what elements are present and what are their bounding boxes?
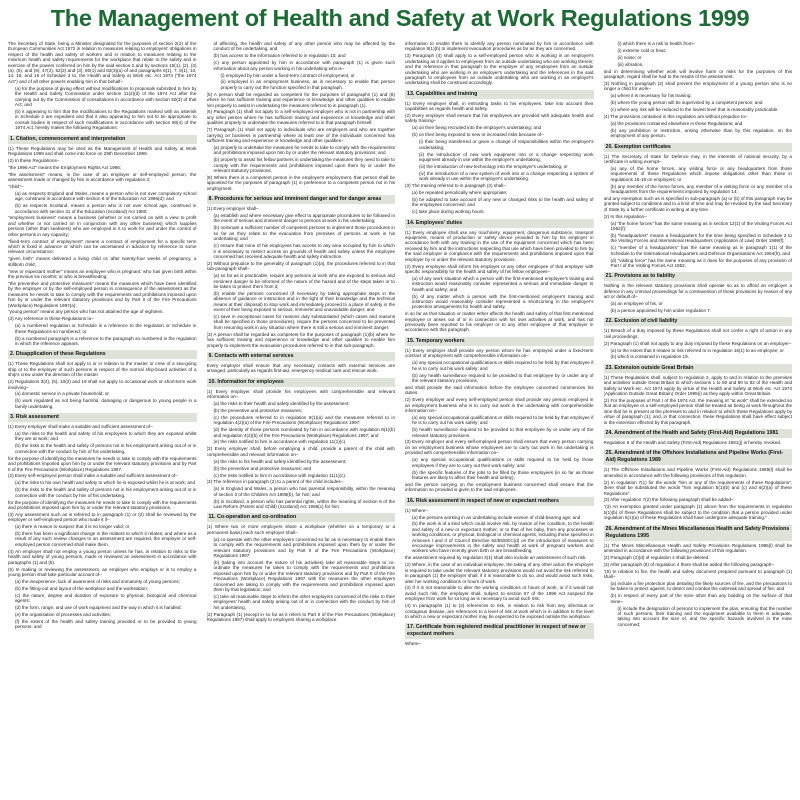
regulation-paragraph: (b) any prohibition or restriction, arising otherwise than by this regulation, on the employment of any person.: [610, 127, 792, 139]
regulation-paragraph: (a) to the extent that it relates to risk referred to in regulation 16(1) to an employee; or: [610, 347, 784, 353]
regulation-paragraph: (3) The reference in paragraph (2) to a parent of the child includes–: [206, 479, 344, 485]
regulation-paragraph: (a) for the purpose of giving effect without modifications to proposals submitted to him by the Health and Safety Commission under section 11(2)(d) of the 1974 Act after the carrying out by the Commission of consultations in accordance with section 50(3) of that Act; and: [15, 85, 197, 107]
regulation-paragraph: (8) Where there is a competent person in the employer's employment, that person shall be appointed for the purposes of paragraph (1) in preference to a competent person not in his employment.: [206, 174, 395, 191]
regulation-paragraph: Every employer shall ensure that any necessary contacts with external services are arranged, particularly as regards first-aid, emergency medical care and rescue work.: [206, 362, 395, 374]
regulation-paragraph: (b) has access to the information referred to in regulation 10; and: [213, 53, 346, 59]
regulation-paragraph: Nothing in the relevant statutory provisions shall operate so as to afford an employer a defence in any criminal proceedings for a contravention of those provisions by reason of any act or default of–: [603, 283, 792, 300]
regulation-paragraph: "fixed-term contract of employment" means a contract of employment for a specific term which is fixed in advance or which can be ascertained in advance by reference to some relevant circumstance;: [8, 238, 197, 255]
regulation-paragraph: Where–: [405, 641, 422, 647]
regulation-paragraph: (i) their being transferred or given a change of responsibilities within the employer's undertaking,: [419, 139, 594, 150]
regulation-section: [405, 337, 594, 493]
regulation-section: [405, 90, 594, 215]
regulation-paragraph: (3) The training referred to in paragraph (2) shall–: [405, 183, 506, 189]
regulation-paragraph: (a) the risks to his own health and safety to which he is exposed whilst he is at work; and: [15, 480, 196, 486]
regulation-section: [405, 623, 594, 646]
regulation-paragraph: (b) the specific features of the jobs to be filled by those employees (in so far as those features are likely to affect their health and safety),: [412, 469, 594, 480]
regulation-section: [604, 429, 793, 445]
regulation-paragraph: (3) Any assessment such as is referred to in paragraph (1) or (2) shall be reviewed by the employer or self-employed person who made it if–: [8, 511, 197, 523]
regulation-paragraph: (b) health surveillance required to be provided to that employee by or under any of the relevant statutory provisions.: [412, 427, 594, 438]
regulation-paragraph: (b) as respects Scotland, means a person who is not over school age, construed in accordance with section 31 of the Education (Scotland) Act 1980;: [15, 203, 197, 214]
regulation-section: [207, 513, 396, 622]
regulation-section: [207, 352, 396, 374]
regulation-paragraph: (b) the preventive and protective measures; and: [213, 465, 312, 471]
regulation-paragraph: (1) These Regulations shall not apply to or in relation to the master or crew of a sea-going ship or to the employer of such persons in respect of the normal ship-board activities of a ship's crew under the direction of the master.: [8, 361, 197, 378]
regulation-paragraph: (b) (taking into account the nature of his activities) take all reasonable steps to co-ordinate the measures he takes to comply with the requirements and prohibitions imposed upon him by or under the relevant statutory provisions and by Part II of the Fire Precautions (Workplace) Regulations 1997 with the measures the other employers concerned are taking to comply with the requirements and prohibitions imposed upon them by that legislation; and: [213, 559, 395, 592]
regulation-paragraph: "given birth" means delivered a living child or, after twenty-four weeks of pregnancy, a stillborn child;: [8, 256, 197, 267]
regulation-paragraph: (b) where the young person will be supervised by a competent person; and: [610, 100, 763, 106]
regulation-paragraph: (a) be repeated periodically where appropriate;: [412, 189, 508, 195]
regulation-paragraph: (b) a person appointed by him under regulation 7.: [610, 307, 712, 313]
section-heading: 8. Procedures for serious and imminent danger and for danger areas: [207, 195, 396, 204]
regulation-paragraph: (1) Every employer shall make a suitable and sufficient assessment of–: [8, 424, 153, 430]
regulation-paragraph: (3) After regulation 7(2) the following paragraph shall be added–: [603, 497, 734, 503]
regulation-paragraph: (b) the fitting-out and layout of the workplace and the workstation;: [15, 585, 149, 591]
regulation-paragraph: (ii) the introduction of new work equipment into or a change respecting work equipment already in use within the employer's undertaking,: [419, 151, 594, 162]
regulation-paragraph: (2) Every employer and every self-employed person shall provide any person employed in an employment business who is to carry out work in the undertaking with comprehensible information on–: [405, 397, 594, 413]
regulation-section: [207, 378, 396, 510]
section-heading: 15. Temporary workers: [405, 337, 594, 346]
regulation-paragraph: (d) the form, range, and use of work equipment and the way in which it is handled;: [15, 604, 182, 610]
regulation-paragraph: (3) Every employer and every self-employed person shall ensure that every person carrying on an employment business whose employees are to carry out work in his undertaking is provided with comprehensible information on–: [405, 439, 594, 456]
regulation-paragraph: (a) a numbered regulation or Schedule is a reference to the regulation or Schedule in these Regulations so numbered; or: [15, 323, 197, 334]
regulation-paragraph: (b) "headquarters" means a headquarters for the time being specified in Schedule 2 to the Visiting Forces and International Headquarters (Application of Law) Order 1999(f);: [610, 232, 792, 244]
regulation-paragraph: "new or expectant mother" means an employee who is pregnant; who has given birth within the previous six months; or who is breastfeeding;: [8, 268, 197, 280]
regulation-paragraph: (c) take place during working hours.: [412, 209, 485, 215]
regulation-paragraph: for the purpose of identifying the measures he needs to take to comply with the requirements and prohibitions imposed upon him by or under the relevant statutory provisions and by Part II of the Fire Precautions (Workplace) Regulations 1997.: [8, 455, 197, 472]
regulation-paragraph: (a) the provisions contained elsewhere in these Regulations; and: [610, 120, 743, 126]
regulation-paragraph: (a) include a fire protection plan detailing the likely sources of fire, and the precautions to be taken to protect against, to detect and combat the outbreak and spread of fire; and: [610, 581, 792, 592]
section-heading: 16. Risk assessment in respect of new or expectant mothers: [405, 497, 594, 506]
regulation-paragraph: (1) The Secretary of State for Defence may, in the interests of national security, by a certificate in writing exempt–: [603, 153, 792, 164]
section-heading: 9. Contacts with external services: [207, 352, 396, 361]
regulation-paragraph: (1) Where–: [405, 507, 428, 513]
regulation-section: [405, 497, 594, 620]
regulation-paragraph: (4) In paragraphs (1) to (3) references to risk, in relation to risk from any infectious or contagious disease, are references to a level of risk at work which is in addition to the level to which a new or expectant mother may be expected to be exposed outside the workplace.: [405, 603, 594, 619]
regulation-paragraph: (1) Where two or more employers share a workplace (whether on a temporary or a permanent basis) each such employer shall–: [206, 524, 395, 535]
regulation-paragraph: (i) which there is a risk to health from–: [617, 41, 696, 46]
regulation-paragraph: (2) For the purposes of Part I of the 1974 Act, the meaning of "at work" shall be extended so that an employee or a self-employed person shall be treated as being at work throughout the time that he is present at the premises to and in relation to which these Regulations apply by virtue of paragraph (1); and, in that connection, these Regulations shall have effect subject to the extension effected by this paragraph.: [603, 398, 792, 425]
regulation-paragraph: (b) a numbered paragraph is a reference to the paragraph so numbered in the regulation in which the reference appears.: [15, 335, 197, 346]
text-columns: [8, 41, 792, 797]
regulation-paragraph: (5) A person shall be regarded as competent for the purposes of paragraphs (1) and (8) where he has sufficient training and experience or knowledge and other qualities to enable him properly to assist in undertaking the measures referred to in paragraph (1).: [206, 91, 395, 108]
regulation-paragraph: (3) After paragraph (8) of regulation 4 there shall be added the following paragraph–: [603, 561, 774, 567]
poster-title: The Management of Health and Safety at Work Regulations 1999: [50, 5, 750, 31]
regulation-paragraph: (b) on their being exposed to new or increased risks because of–: [412, 132, 544, 138]
regulation-paragraph: information to enable them to identify any person nominated by him in accordance with regulation 8(1)(b) to implement evacuation procedures as far as they are concerned.: [405, 41, 594, 52]
regulation-paragraph: (c) save in exceptional cases for reasons duly substantiated (which cases and reasons shall be specified in those procedures), require the persons concerned to be prevented from resuming work in any situation where there is still a serious and imminent danger.: [213, 313, 395, 330]
regulation-paragraph: (7) Paragraph (1) shall not apply to individuals who are employers and who are together carrying on business in partnership where at least one of the individuals concerned has sufficient training and experience or knowledge and other qualities–: [206, 127, 395, 143]
regulation-paragraph: (b) any health surveillance required to be provided to that employee by or under any of the relevant statutory provisions,: [412, 372, 594, 383]
regulation-paragraph: (2) Paragraph (1) shall not apply to any duty imposed by these Regulations on an employer–: [603, 340, 792, 346]
regulation-paragraph: of affecting, the health and safety of any other person who may be affected by the conduct of his undertaking, and: [213, 41, 395, 52]
section-heading: 20. Exemption certificates: [604, 143, 793, 152]
regulation-paragraph: (a) on their being recruited into the employer's undertaking; and: [412, 125, 542, 131]
regulation-paragraph: (b) the risks to the health and safety of persons not in his employment arising out of or in connection with the conduct by him of his undertaking,: [15, 487, 197, 498]
regulation-section: [8, 413, 197, 629]
regulation-paragraph: (5) In making or reviewing the assessment, an employer who employs or is to employ a young person shall take particular account of–: [8, 566, 197, 577]
regulation-paragraph: (b) which is contained in regulation 19.: [610, 354, 689, 360]
regulation-paragraph: (a) properly to undertake the measures he needs to take to comply with the requirements and prohibitions imposed upon him by or under the relevant statutory provisions; and: [213, 144, 395, 156]
section-heading: 11. Co-operation and co-ordination: [207, 513, 396, 522]
regulation-paragraph: (1) The Offshore Installations and Pipeline Works (First-Aid) Regulations 1989(l) shall be amended in accordance with the following provisions of this regulation.: [603, 467, 792, 478]
section-heading: 25. Amendment of the Offshore Installations and Pipeline Works (First-Aid) Regulations 1989: [604, 449, 793, 465]
regulation-paragraph: in so far as that situation or matter either affects the health and safety of that first mentioned employee or arises out of or in connection with his own activities at work, and has not previously been reported to his employer or to any other employee of that employer in accordance with this paragraph.: [405, 311, 594, 333]
regulation-section: [604, 364, 793, 425]
regulation-paragraph: The Secretary of State, being a Minister designated for the purposes of section 2(2) of the European Communities Act 1972 in relation to measures relating to employers' obligations in respect of the health and safety of workers and in relation to measures relating to the minimum health and safety requirements for the workplace that relate to the safety and in exercise of the powers conferred on him by the said section 2 and by sections 15(1), (2), (3)(a), (5), and (9), 47(2), 52(2) and (3), 80(1) and 82(3)(a) of and paragraphs 6(1), 7, 8(1), 10, 14, 15, and 16 of Schedule 3 to, the Health and Safety at Work etc. Act 1974 ("the 1974 Act") and of all other powers enabling him in that behalf–: [8, 41, 197, 84]
regulation-paragraph: (b) in respect of every part of the mine other than any building on the surface of that mine–: [610, 593, 792, 604]
regulation-paragraph: (a) of any work situation which a person with the first-mentioned employee's training and instruction would reasonably consider represented a serious and immediate danger to health and safety; and: [412, 275, 594, 292]
regulation-paragraph: (a) an employee of his, or: [610, 301, 663, 307]
regulation-paragraph: (a) establish and where necessary give effect to appropriate procedures to be followed in the event of serious and imminent danger to persons at work in his undertaking;: [213, 213, 395, 224]
regulation-paragraph: (b) enable the persons concerned (if necessary by taking appropriate steps in the absence of guidance or instruction and in the light of their knowledge and the technical means at their disposal) to stop work and immediately proceed to a place of safety in the event of their being exposed to serious, imminent and unavoidable danger; and: [213, 290, 395, 313]
regulation-paragraph: "the preventive and protective measures" means the measures which have been identified by the employer or by the self-employed person in consequence of the assessment as the measures he needs to take to comply with the requirements and prohibitions imposed upon him by or under the relevant statutory provisions and by Part II of the Fire Precautions (Workplace) Regulations 1997(a);: [8, 280, 197, 308]
section-heading: 3. Risk assessment: [8, 413, 197, 422]
regulation-paragraph: (2) Regulations 3(4), (5), 10(2) and 19 shall not apply to occasional work or short-term work involving–: [8, 379, 197, 390]
regulation-paragraph: (2) Every employee shall inform his employer or any other employee of that employer with specific responsibility for the health and safety of his fellow employees–: [405, 263, 594, 274]
regulation-paragraph: (a) the risks to their health and safety identified by the assessment;: [213, 401, 350, 407]
regulation-paragraph: (b) any member of the home forces, any member of a visiting force or any member of a headquarters from the requirements imposed by regulation 14;: [610, 183, 792, 195]
regulation-paragraph: (4) The provisions contained in this regulation are without prejudice to–: [603, 113, 748, 119]
regulation-paragraph: "the assessment" means, in the case of an employer or self-employed person, the assessment made or changed by him in accordance with regulation 3;: [8, 171, 197, 183]
regulation-paragraph: (1) The Mines Miscellaneous Health and Safety Provisions Regulations 1995(l) shall be amended in accordance with the following provisions of this regulation.: [603, 542, 792, 553]
text-column: [604, 41, 793, 797]
regulation-paragraph: (a) the risks to his health and safety identified by the assessment;: [213, 458, 347, 464]
regulation-paragraph: (a) any special occupational qualifications or skills required to be held by those employees if they are to carry out their work safely; and: [412, 457, 594, 468]
regulation-paragraph: (iii) the introduction of new technology into the employer's undertaking, or: [419, 163, 568, 169]
regulation-paragraph: "(9) In relation to fire, the health and safety document prepared pursuant to paragraph (1) shall–: [603, 568, 792, 580]
section-heading: 1. Citation, commencement and interpretation: [8, 135, 197, 144]
regulation-paragraph: "employment business" means a business (whether or not carried on with a view to profit and whether or not carried on in conjunction with any other business) which supplies persons (other than seafarers) who are employed in it to work for and under the control of other persons in any capacity;: [8, 215, 197, 237]
regulation-paragraph: (b) be adapted to take account of any new or changed risks to the health and safety of the employees concerned; and: [412, 196, 594, 208]
regulation-paragraph: (b) properly to assist his fellow partners in undertaking the measures they need to take to comply with the requirements and prohibitions imposed upon them by or under the relevant statutory provisions.: [213, 157, 395, 174]
regulation-section: [604, 525, 793, 628]
regulation-section: [604, 272, 793, 313]
section-heading: 14. Employees' duties: [405, 219, 594, 228]
text-column: [405, 41, 594, 797]
section-heading: 13. Capabilities and training: [405, 90, 594, 99]
regulation-paragraph: (a) any special occupational qualifications or skills required to be held by that employee if he is to carry out his work safely; and: [412, 414, 594, 426]
regulation-paragraph: (a) any special occupational qualifications or skills required to be held by that employee if he is to carry out his work safely; and: [412, 360, 594, 371]
regulation-paragraph: (a) so far as is practicable, require any persons at work who are exposed to serious and imminent danger to be informed of the nature of the hazard and of the steps taken or to be taken to protect them from it;: [213, 273, 395, 289]
regulation-paragraph: (2) Without prejudice to the generality of paragraph (1)(a), the procedures referred to in that sub-paragraph shall–: [206, 260, 395, 272]
regulation-paragraph: and any exemption such as is specified in sub-paragraph (a) or (b) of this paragraph may be granted subject to conditions and to a limit of time and may be revoked by the said Secretary of State by a further certificate in writing at any time.: [603, 195, 792, 212]
regulation-paragraph: (i) employed by him under a fixed-term contract of employment, or: [220, 72, 355, 78]
regulation-section: [604, 449, 793, 520]
regulation-paragraph: (4) An employer shall not employ a young person unless he has, in relation to risks to the health and safety of young persons, made or reviewed an assessment in accordance with paragraphs (1) and (5).: [8, 548, 197, 565]
regulation-paragraph: (1) These Regulations shall, subject to regulation 2, apply to and in relation to the premises and activities outside Great Britain to which sections 1 to 59 and 80 to 82 of the Health and Safety at Work etc. Act 1974 apply by virtue of the Health and Safety at Work etc. Act 1974 (Application Outside Great Britain) Order 1995(i) as they apply within Great Britain.: [603, 374, 792, 397]
regulation-paragraph: (iii) vibration,: [617, 61, 644, 67]
regulation-paragraph: (1) Breach of a duty imposed by these Regulations shall not confer a right of action in any civil proceedings.: [603, 328, 792, 339]
text-column: [8, 41, 197, 797]
regulation-paragraph: (c) the procedures referred to in regulation 8(1)(a) and the measures referred to in regulation 4(2)(a) of the Fire Precautions (Workplace) Regulations 1997;: [213, 414, 395, 426]
regulation-paragraph: (1) These Regulations may be cited as the Management of Health and Safety at Work Regulations 1999 and shall come into force on 29th December 1999.: [8, 145, 197, 156]
regulation-paragraph: (b) it appearing to him that the modifications to the Regulations marked with an asterisk in Schedule 2 are expedient and that it also appearing to him not to be appropriate to consult bodies in respect of such modifications in accordance with section 80(4) of the 1974 Act, hereby makes the following Regulations:: [15, 108, 197, 131]
section-heading: 17. Certificate from registered medical practitioner in respect of new or expectant mothers: [405, 623, 594, 639]
text-column: [207, 41, 396, 797]
regulation-paragraph: (ii) employed in an employment business, as is necessary to enable that person properly to carry out the function specified in that paragraph.: [220, 79, 395, 90]
regulation-paragraph: (d) "visiting force" has the same meaning as it does for the purposes of any provision of Part I of the Visiting Forces Act 1952.: [610, 257, 792, 268]
regulation-paragraph: (2) Paragraph (2)(d) of regulation 4 shall be deleted.: [603, 554, 710, 560]
section-heading: 10. Information for employees: [207, 378, 396, 387]
regulation-paragraph: (i) extreme cold or heat;: [617, 47, 667, 53]
regulation-paragraph: (c) where any risk will be reduced to the lowest level that is reasonably practicable.: [610, 107, 779, 113]
regulation-paragraph: (3) If it is not reasonable to alter the working conditions or hours of work, or if it would not avoid such risk, the employer shall, subject to section 67 of the 1996 Act suspend the employee from work for so long as is necessary to avoid such risk.: [405, 585, 594, 602]
regulation-paragraph: (c) the nature, degree and duration of exposure to physical, biological and chemical agents;: [15, 592, 197, 604]
regulation-paragraph: (3) Any reference in these Regulations to–: [8, 316, 94, 322]
regulation-paragraph: (b) the preventive and protective measures;: [213, 407, 303, 413]
regulation-paragraph: Regulation 6 of the Health and Safety (First-Aid) Regulations 1981(j) is hereby revoked.: [603, 440, 782, 446]
regulation-paragraph: (b) of any matter which a person with the first-mentioned employee's training and instruction would reasonably consider represented a shortcoming in the employer's protection arrangements for health and safety,: [412, 293, 594, 310]
regulation-paragraph: (b) in Scotland, a person who has parental rights, within the meaning of section 8 of the Law Reform (Parent and Child) (Scotland) Act 1986(c) for him.: [213, 498, 395, 510]
regulation-paragraph: (b) there has been a significant change in the matters to which it relates; and where as a result of any such review changes to an assessment are required, the employer or self-employed person concerned shall make them.: [15, 531, 197, 547]
regulation-section: [405, 41, 594, 86]
regulation-paragraph: "young person" means any person who has not attained the age of eighteen.: [8, 309, 164, 315]
regulation-paragraph: (2) Where, in the case of an individual employee, the taking of any other action the employer is required to take under the relevant statutory provisions would not avoid the risk referred to in paragraph (1) the employer shall, if it is reasonable to do so, and would avoid such risks, alter her working conditions or hours of work.: [405, 562, 594, 584]
regulation-paragraph: (a) "the home forces" has the same meaning as in section 12(1) of the Visiting Forces Act 1952(f);: [610, 220, 792, 231]
regulation-section: [604, 41, 793, 139]
regulation-paragraph: the assessment required by regulation 3(1) shall also include an assessment of such risk.: [405, 555, 587, 561]
regulation-section: [8, 41, 197, 131]
regulation-paragraph: (a) any of the home forces, any visiting force or any headquarters from those requirements of these Regulations which impose obligations other than those in regulations 16-18 on employers; or: [610, 165, 792, 182]
regulation-paragraph: and in determining whether work will involve harm or risks for the purposes of this paragraph, regard shall be had to the results of the assessment.: [603, 68, 792, 80]
regulation-paragraph: (a) where it is necessary for his training;: [610, 93, 692, 99]
regulation-paragraph: (1) Every employer shall provide any person whom he has employed under a fixed-term contract of employment with comprehensible information on–: [405, 347, 594, 359]
regulation-paragraph: (2) In this regulation–: [603, 213, 647, 219]
regulation-paragraph: (a) as respects England and Wales, means a person who is not over compulsory school age, construed in accordance with section 8 of the Education Act 1996(d); and: [15, 190, 197, 202]
regulation-paragraph: (e) the organisation of processes and activities;: [15, 611, 112, 617]
section-heading: 21. Provisions as to liability: [604, 272, 793, 281]
section-heading: 23. Extension outside Great Britain: [604, 364, 793, 373]
regulation-paragraph: (2) Every employer shall ensure that his employees are provided with adequate health and safety training–: [405, 113, 594, 124]
regulation-section: [207, 41, 396, 191]
regulation-paragraph: (i) include the designation of persons to implement the plan, ensuring that the number of such persons, their training and the equipment available to them is adequate, taking into account the size of, and the specific hazards involved in the mine concerned;: [617, 605, 792, 627]
regulation-paragraph: "(3) An exemption granted under paragraph (1) above from the requirements in regulation 5(1)(b) of these Regulations shall be subject to the condition that a person provided under regulation 5(1)(a) of these Regulations shall have undergone adequate training.": [603, 504, 792, 521]
section-heading: 26. Amendment of the Mines Miscellaneous Health and Safety Provisions Regulations 1995: [604, 525, 793, 541]
regulation-paragraph: (3) Paragraph (4) shall apply to a self-employed person who is working in an employer's undertaking as it applies to employees from an outside undertaking who are working therein; and the reference in that paragraph to the employer of any employees from an outside undertaking who are working in an employer's undertaking and the references in the said paragraph to employees from an outside undertaking who are working in an employer's undertaking shall be construed accordingly.: [405, 53, 594, 86]
section-heading: 2. Disapplication of these Regulations: [8, 350, 197, 359]
regulation-section: [8, 350, 197, 409]
regulation-paragraph: (1) Every employer shall, in entrusting tasks to his employees, take into account their capabilities as regards health and safety.: [405, 100, 594, 112]
regulation-paragraph: "the 1996 Act" means the Employment Rights Act 1996;: [8, 164, 122, 170]
regulation-section: [604, 143, 793, 269]
regulation-paragraph: (2) Paragraph (1) (except in so far as it refers to Part II of the Fire Precautions (Workplace) Regulations 1997) shall apply to employers sharing a workplace: [206, 611, 395, 622]
regulation-paragraph: for the purpose of identifying the measures he needs to take to comply with the requirements and prohibitions imposed upon him by or under the relevant statutory provisions.: [8, 499, 197, 510]
regulation-paragraph: (a) in England and Wales, a person who has parental responsibility, within the meaning of section 3 of the Children Act 1989(b), for him; and: [213, 486, 395, 497]
regulation-paragraph: (2) In these Regulations–: [8, 157, 60, 163]
regulation-paragraph: (b) the work is of a kind which could involve risk, by reason of her condition, to the health and safety of a new or expectant mother, or to that of her baby, from any processes or working conditions, or physical, biological or chemical agents, including those specified in Annexes I and II of Council Directive 92/85/EEC(d) on the introduction of measures to encourage improvements in the safety and health at work of pregnant workers and workers who have recently given birth or are breastfeeding,: [412, 521, 594, 554]
regulation-paragraph: (2) Every employer shall, before employing a child, provide a parent of the child with comprehensible and relevant information on–: [206, 446, 395, 457]
regulation-paragraph: (ii) noise; or: [617, 54, 642, 60]
regulation-paragraph: (a) domestic service in a private household; or: [15, 391, 109, 397]
regulation-paragraph: (c) the risks notified to him in accordance with regulation 11(1)(c).: [213, 472, 347, 478]
regulation-paragraph: (a) the inexperience, lack of awareness of risks and immaturity of young persons;: [15, 578, 180, 584]
regulation-section: [405, 219, 594, 333]
regulation-paragraph: (d) the identity of those persons nominated by him in accordance with regulation 8(1)(b) and regulation 4(2)(b) of the Fire Precautions (Workplace) Regulations 1997; and: [213, 427, 395, 438]
regulation-paragraph: (c) ensure that none of his employees has access to any area occupied by him to which it is necessary to restrict access on grounds of health and safety unless the employee concerned has received adequate health and safety instruction.: [213, 243, 395, 259]
regulation-paragraph: (6) Paragraph (1) shall not apply to a self-employed employer who is not in partnership with any other person where he has sufficient training and experience or knowledge and other qualities properly to undertake the measures referred to in that paragraph himself.: [206, 109, 395, 126]
regulation-paragraph: (1) Every employer shall–: [206, 206, 259, 212]
regulation-section: [207, 195, 396, 348]
regulation-paragraph: (1) Every employee shall use any machinery, equipment, dangerous substance, transport equipment, means of production or safety device provided to him by his employer in accordance both with any training in the use of the equipment concerned which has been received by him and the instructions respecting that use which have been provided to him by the said employer in compliance with the requirements and prohibitions imposed upon that employer by or under the relevant statutory provisions.: [405, 229, 594, 262]
regulation-paragraph: (c) any person appointed by him in accordance with paragraph (1) is given such information about any person working in his undertaking who is–: [213, 60, 395, 71]
regulation-paragraph: (b) work regulated as not being harmful, damaging or dangerous to young people in a family undertaking.: [15, 398, 197, 409]
regulation-paragraph: (e) the risks notified to him in accordance with regulation 11(1)(c).: [213, 439, 347, 445]
regulation-section: [8, 135, 197, 347]
regulation-paragraph: (3) A person shall be regarded as competent for the purposes of paragraph (1)(b) where he has sufficient training and experience or knowledge and other qualities to enable him properly to implement the evacuation procedures referred to in that sub-paragraph.: [206, 331, 395, 348]
regulation-paragraph: (a) there is reason to suspect that it is no longer valid; or: [15, 524, 130, 530]
regulation-paragraph: (a) the risks to the health and safety of his employees to which they are exposed whilst they are at work; and: [15, 431, 197, 442]
regulation-paragraph: (a) co-operate with the other employers concerned so far as is necessary to enable them to comply with the requirements and prohibitions imposed upon them by or under the relevant statutory provisions and by Part II of the Fire Precautions (Workplace) Regulations 1997;: [213, 536, 395, 558]
regulation-paragraph: (2) Every self-employed person shall make a suitable and sufficient assessment of–: [8, 473, 178, 479]
regulation-paragraph: (b) nominate a sufficient number of competent persons to implement those procedures in so far as they relate to the evacuation from premises of persons at work in his undertaking; and: [213, 225, 395, 242]
section-heading: 24. Amendment of the Health and Safety (First-Aid) Regulations 1981: [604, 429, 793, 438]
regulation-section: [604, 317, 793, 360]
section-heading: 22. Exclusion of civil liability: [604, 317, 793, 326]
regulation-paragraph: (a) the persons working in an undertaking include women of child-bearing age; and: [412, 514, 581, 520]
regulation-paragraph: (c) "member of a headquarters" has the same meaning as in paragraph 1(1) of the Schedule to the International Headquarters and Defence Organisations Act 1964(h); and: [610, 245, 792, 256]
regulation-paragraph: (1) Every employer shall provide his employees with comprehensible and relevant information on–: [206, 388, 395, 400]
regulation-paragraph: (2) In regulation 7(1) for the words "him or any of the requirements of these Regulations", there shall be substituted the words "him regulation 5(1)(b) and (c) and 6(2)(a) of these Regulations".: [603, 479, 792, 496]
regulation-paragraph: (c) take all reasonable steps to inform the other employers concerned of the risks to their employees' health and safety arising out of or in connection with the conduct by him of his undertaking.: [213, 593, 395, 610]
regulation-paragraph: and shall provide the said information before the employee concerned commences his duties.: [405, 384, 594, 396]
regulation-paragraph: (b) the risks to the health and safety of persons not in his employment arising out of or in connection with the conduct by him of his undertaking,: [15, 443, 197, 454]
regulation-paragraph: (iv) the introduction of a new system of work into or a change respecting a system of work already in use within the employer's undertaking.: [419, 170, 594, 182]
regulation-paragraph: (f) the extent of the health and safety training provided or to be provided to young persons; and: [15, 618, 197, 630]
regulation-paragraph: (3) Nothing in paragraph (2) shall prevent the employment of a young person who is no longer a child for work–: [603, 80, 792, 92]
regulation-paragraph: "child"–: [8, 183, 24, 189]
regulation-paragraph: and the person carrying on the employment business concerned shall ensure that the information so provided is given to the said employees.: [405, 481, 594, 493]
